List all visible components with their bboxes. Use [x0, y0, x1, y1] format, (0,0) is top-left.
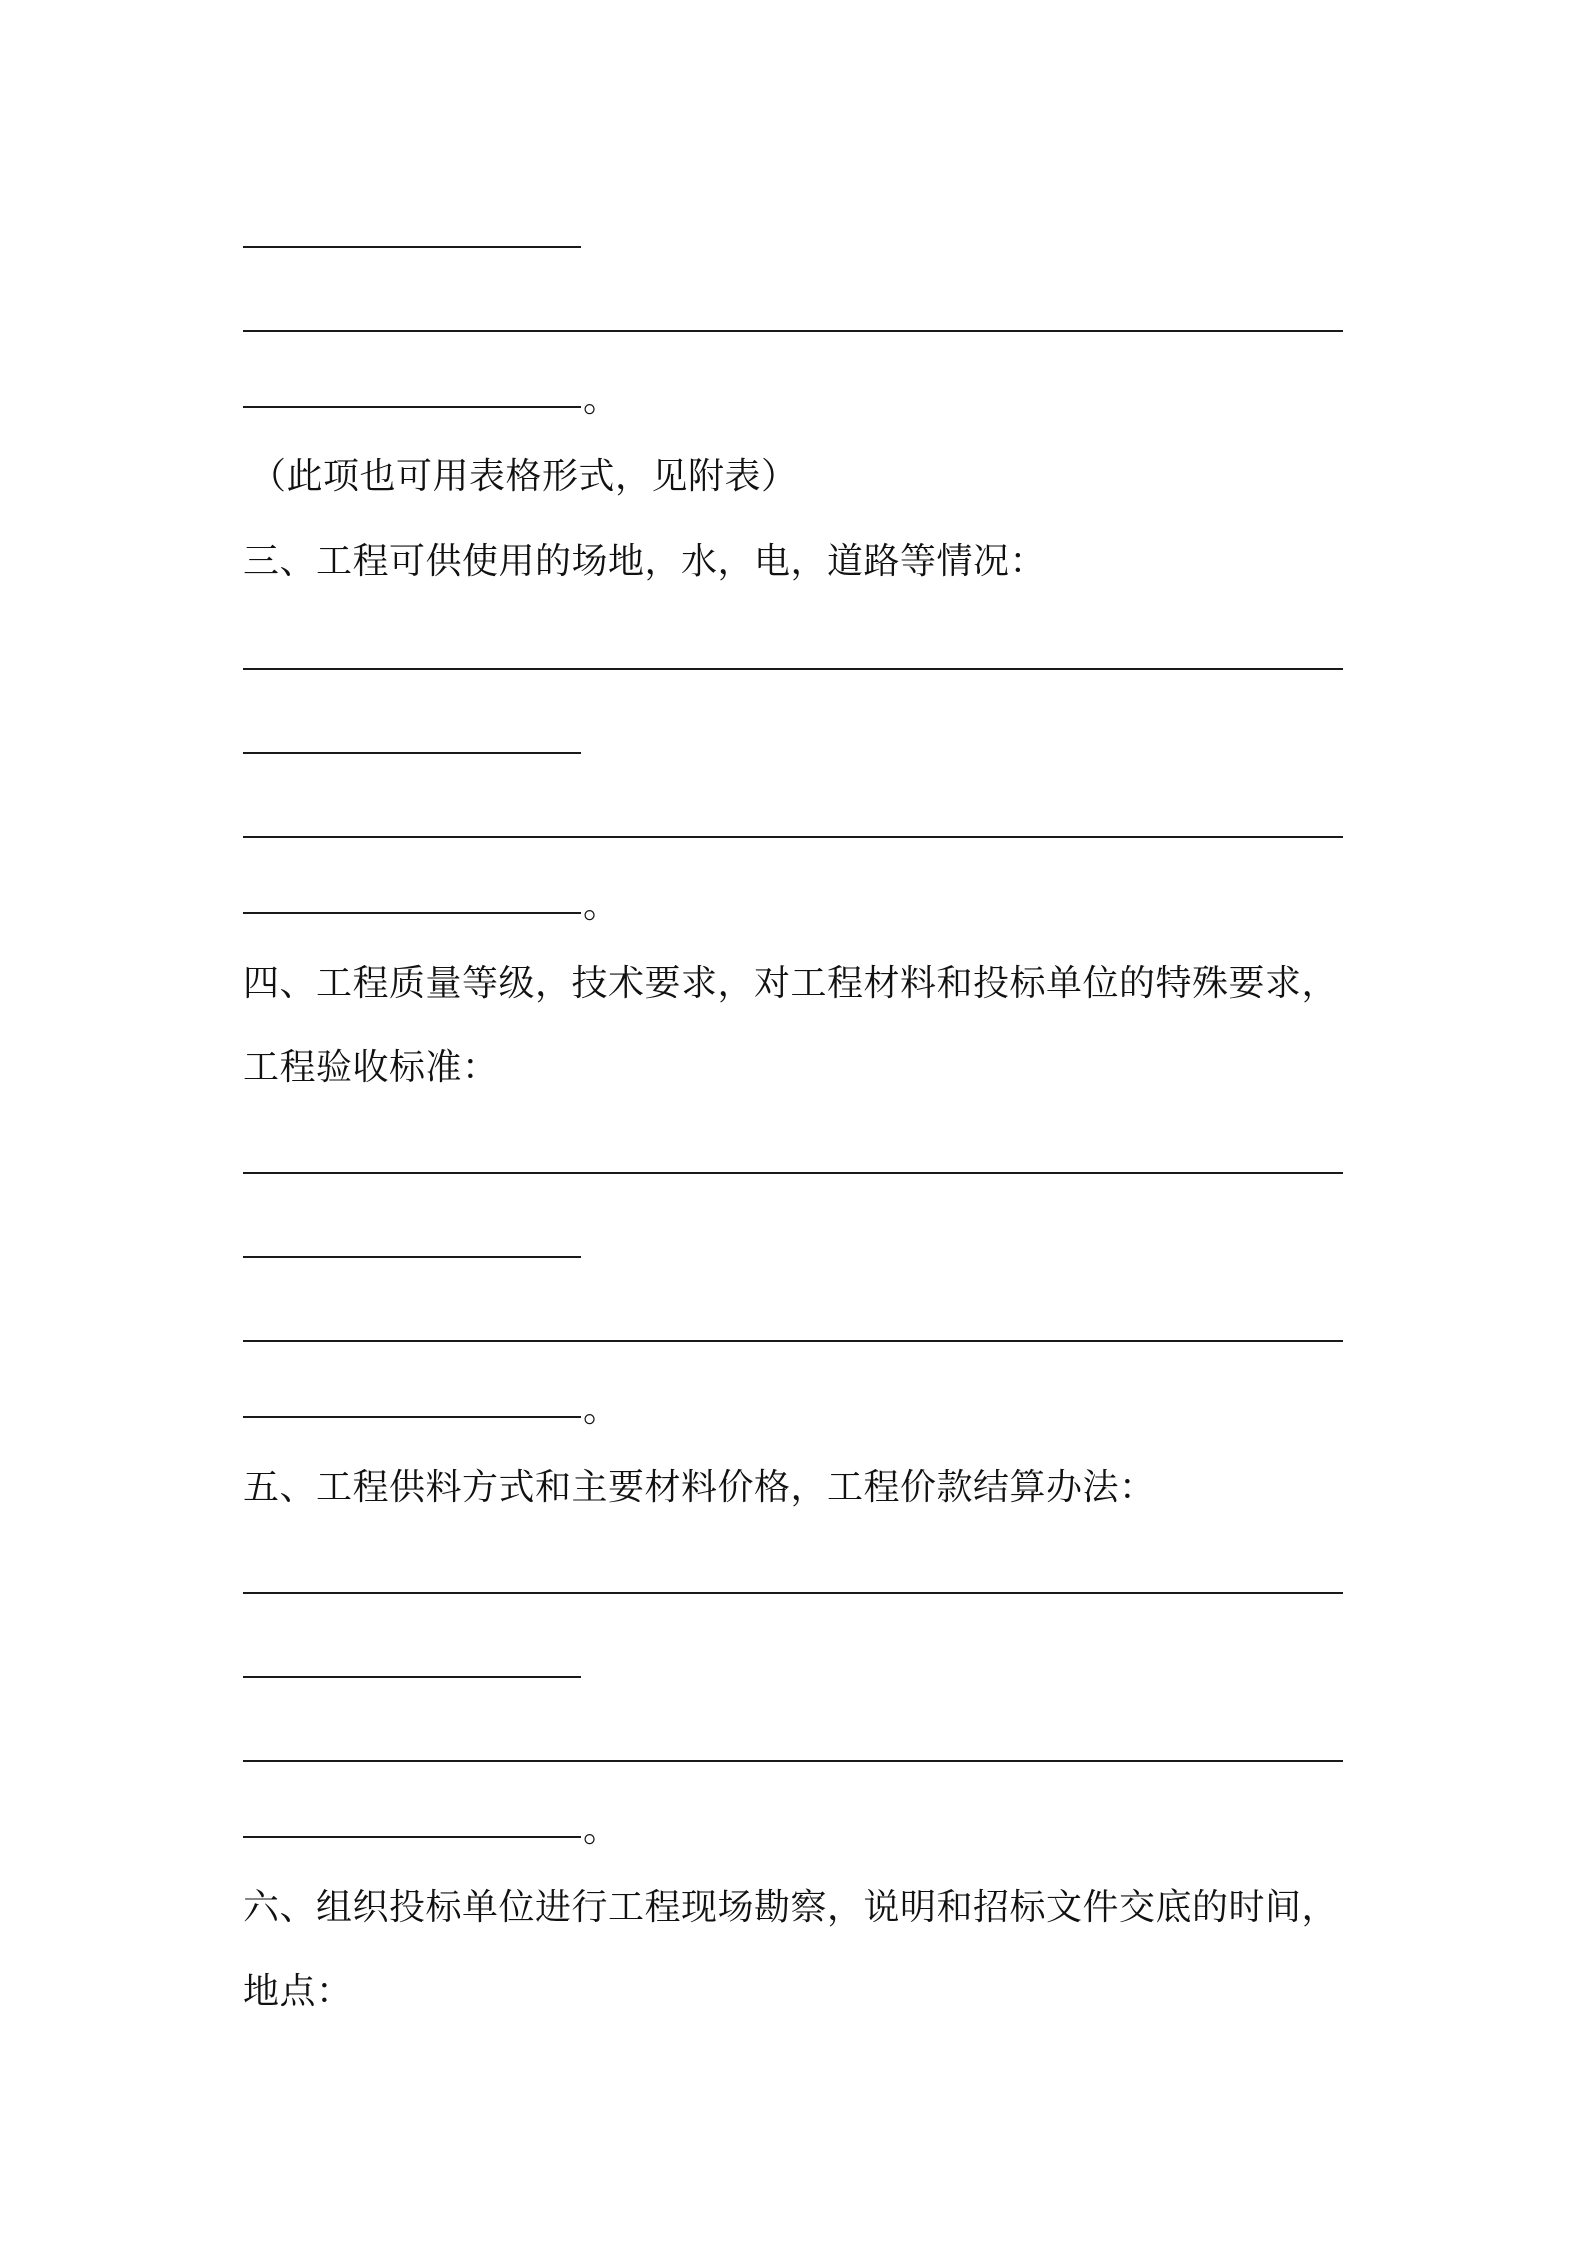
period-mark: 。 [583, 1809, 620, 1850]
blank-line [243, 405, 581, 408]
fill-line-long [243, 796, 1343, 852]
fill-line-long [243, 1720, 1343, 1776]
table-note: （此项也可用表格形式，见附表） [250, 456, 798, 497]
blank-line [243, 1171, 1343, 1174]
blank-line [243, 911, 581, 914]
blank-line [243, 1759, 1343, 1762]
fill-line-long [243, 1300, 1343, 1356]
blank-line [243, 1339, 1343, 1342]
blank-line [243, 1415, 581, 1418]
blank-line [243, 667, 1343, 670]
fill-line-long [243, 290, 1343, 346]
section-6-heading: 六、组织投标单位进行工程现场勘察，说明和招标文件交底的时间， [243, 1887, 1339, 1928]
section-6-heading-cont: 地点： [243, 1971, 353, 2012]
blank-line [243, 1591, 1343, 1594]
section-5-heading: 五、工程供料方式和主要材料价格，工程价款结算办法： [243, 1467, 1156, 1508]
blank-line [243, 245, 581, 248]
section-4-heading: 四、工程质量等级，技术要求，对工程材料和投标单位的特殊要求， [243, 963, 1339, 1004]
fill-line-short [243, 712, 581, 768]
fill-line-end [243, 1376, 619, 1432]
section-4-heading-cont: 工程验收标准： [243, 1047, 499, 1088]
blank-line [243, 1255, 581, 1258]
fill-line-long [243, 1132, 1343, 1188]
fill-line-end [243, 872, 619, 928]
blank-line [243, 835, 1343, 838]
fill-line-end [243, 1796, 619, 1852]
section-3-heading: 三、工程可供使用的场地，水，电，道路等情况： [243, 541, 1047, 582]
period-mark: 。 [583, 885, 620, 926]
blank-line [243, 1675, 581, 1678]
fill-line-long [243, 1552, 1343, 1608]
period-mark: 。 [583, 1389, 620, 1430]
fill-line-long [243, 628, 1343, 684]
fill-line-short [243, 1216, 581, 1272]
fill-line-short [243, 1636, 581, 1692]
fill-line-short [243, 206, 581, 262]
blank-line [243, 329, 1343, 332]
blank-line [243, 1835, 581, 1838]
blank-line [243, 751, 581, 754]
fill-line-end [243, 366, 619, 422]
period-mark: 。 [583, 379, 620, 420]
